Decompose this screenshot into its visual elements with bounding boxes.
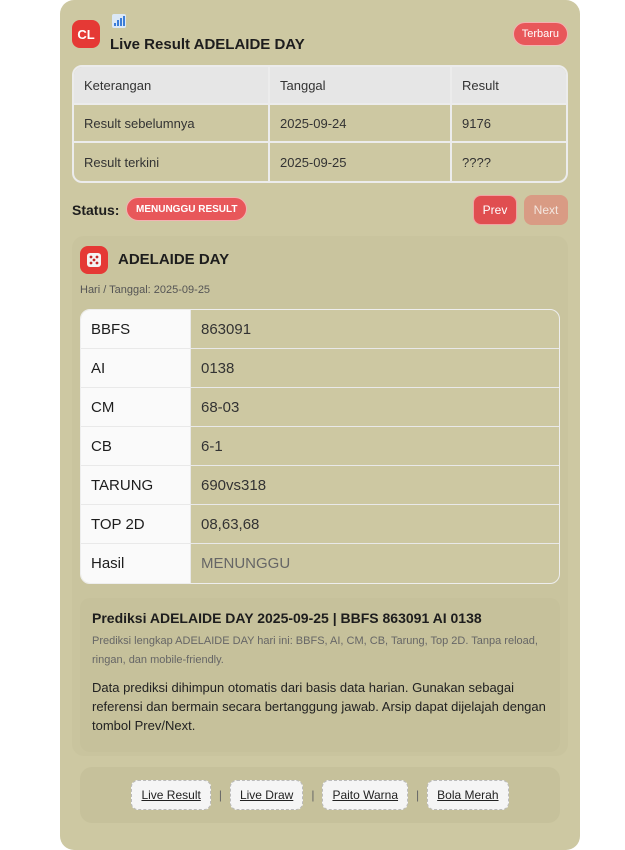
table-cell: ???? [462, 154, 491, 170]
table-row [81, 544, 559, 583]
logo: CL [72, 20, 100, 48]
main-card [60, 0, 580, 850]
table-cell: Result terkini [74, 143, 270, 181]
link-paito-warna[interactable]: Paito Warna [322, 780, 408, 810]
link-separator: | [218, 788, 222, 802]
panel-title: ADELAIDE DAY [118, 251, 230, 268]
latest-badge: Terbaru [513, 22, 568, 46]
status-label: Status: [72, 202, 120, 218]
description-heading: Prediksi ADELAIDE DAY 2025-09-25 | BBFS 863091 AI 0138 [92, 610, 482, 626]
table-cell: Result sebelumnya [74, 105, 270, 141]
table-row [81, 310, 559, 349]
prediction-panel [72, 236, 568, 756]
column-header: Keterangan [74, 67, 270, 103]
row-key: Hasil [81, 544, 191, 583]
header [72, 14, 568, 58]
signal-icon [112, 14, 126, 28]
row-key: AI [81, 349, 191, 387]
table-header-row [74, 67, 566, 105]
link-live-draw[interactable]: Live Draw [230, 780, 303, 810]
table-row [81, 505, 559, 544]
footer-links [80, 767, 560, 823]
row-key: TARUNG [81, 466, 191, 504]
table-row [81, 388, 559, 427]
table-row [81, 427, 559, 466]
table-row [74, 143, 566, 181]
column-header: Result [462, 77, 499, 93]
table-row [81, 349, 559, 388]
panel-date: Hari / Tanggal: 2025-09-25 [80, 284, 211, 296]
status-line [72, 195, 568, 225]
row-value: 690vs318 [201, 476, 267, 494]
row-key: BBFS [81, 310, 191, 348]
column-header: Tanggal [270, 67, 452, 103]
row-value: 6-1 [201, 437, 223, 455]
row-key: TOP 2D [81, 505, 191, 543]
description-box [80, 598, 560, 752]
row-value: 08,63,68 [201, 515, 260, 533]
prev-button[interactable]: Prev [473, 195, 517, 225]
table-cell: 9176 [462, 115, 491, 131]
row-value: 0138 [201, 359, 235, 377]
row-key: CM [81, 388, 191, 426]
description-body: Data prediksi dihimpun otomatis dari basis data harian. Gunakan sebagai referensi dan bermain secara bertanggung jawab. Arsip dapat dijelajah dengan tombol Prev/Next. [92, 680, 546, 733]
row-value: MENUNGGU [201, 555, 291, 572]
table-cell: 2025-09-25 [270, 143, 452, 181]
status-badge: MENUNGGU RESULT [126, 197, 247, 221]
dice-icon [80, 246, 108, 274]
link-live-result[interactable]: Live Result [131, 780, 210, 810]
row-value: 68-03 [201, 398, 240, 416]
link-bola-merah[interactable]: Bola Merah [427, 780, 508, 810]
table-row [74, 105, 566, 143]
row-key: CB [81, 427, 191, 465]
next-button[interactable]: Next [524, 195, 568, 225]
row-value: 863091 [201, 320, 252, 338]
description-subtext: Prediksi lengkap ADELAIDE DAY hari ini: BBFS, AI, CM, CB, Tarung, Top 2D. Tanpa reload, ringan, dan mobile-friendly. [92, 635, 538, 666]
link-separator: | [416, 788, 420, 802]
table-row [81, 466, 559, 505]
result-table [72, 65, 568, 183]
link-separator: | [311, 788, 315, 802]
page-title: Live Result ADELAIDE DAY [110, 36, 305, 53]
prediction-table [80, 309, 560, 584]
table-cell: 2025-09-24 [270, 105, 452, 141]
